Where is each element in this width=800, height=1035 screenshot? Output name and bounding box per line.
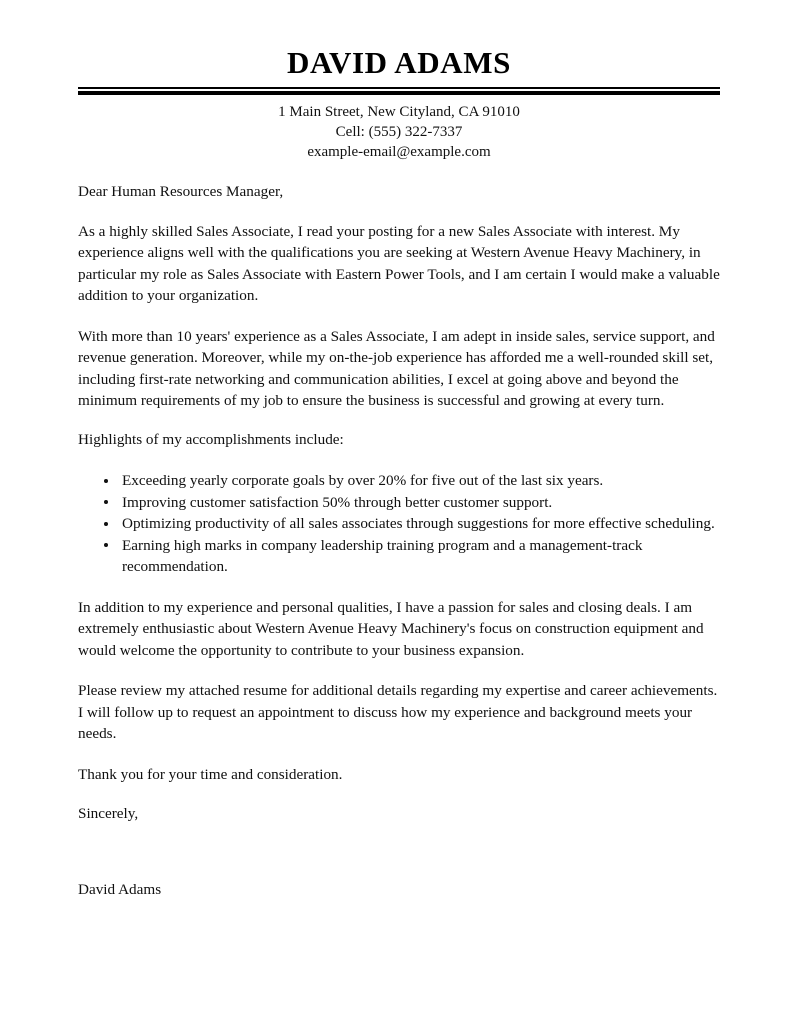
list-item-text: Improving customer satisfaction 50% through better customer support. xyxy=(122,493,553,511)
letterhead xyxy=(78,0,720,162)
salutation: Dear Human Resources Manager, xyxy=(78,183,284,201)
list-item xyxy=(78,535,720,578)
body-paragraph-4: Please review my attached resume for additional details regarding my expertise and career achievements. I will follow up to request an appointment to discuss how my experience and background meets your needs. xyxy=(78,682,718,743)
contact-block xyxy=(78,102,720,162)
bullet-icon xyxy=(104,543,108,547)
header-divider xyxy=(78,87,720,95)
list-item-text: Earning high marks in company leadership training program and a management-track recommendation. xyxy=(122,536,643,576)
contact-address: 1 Main Street, New Cityland, CA 91010 xyxy=(278,104,520,121)
letter-content xyxy=(78,0,720,900)
list-item-text: Optimizing productivity of all sales associates through suggestions for more effective scheduling. xyxy=(122,515,715,533)
closing-salutation: Sincerely, xyxy=(78,805,139,823)
list-item xyxy=(78,470,720,492)
divider-line-thick xyxy=(78,91,720,95)
bullet-icon xyxy=(104,479,108,483)
highlights-lead-in: Highlights of my accomplishments include: xyxy=(78,430,344,448)
closing-thanks: Thank you for your time and consideration. xyxy=(78,765,343,783)
bullet-icon xyxy=(104,500,108,504)
page-title: DAVID ADAMS xyxy=(287,45,511,80)
contact-email: example-email@example.com xyxy=(307,144,491,161)
body-paragraph-2: With more than 10 years' experience as a Sales Associate, I am adept in inside sales, service support, and revenue generation. Moreover, while my on-the-job experience has afforded me a well-rounded skill set, including first-rate networking and communication abilities, I excel at going above and beyond the minimum requirements of my job to ensure the business is successful and growing at every turn. xyxy=(78,327,715,410)
body-paragraph-1: As a highly skilled Sales Associate, I read your posting for a new Sales Associate with interest. My experience aligns well with the qualifications you are seeking at Western Avenue Heavy Machinery, in particular my role as Sales Associate with Eastern Power Tools, and I am certain I would make a valuable addition to your organization. xyxy=(78,222,720,305)
highlights-list xyxy=(78,470,720,578)
letter-body xyxy=(78,181,720,900)
signature-name: David Adams xyxy=(78,880,162,898)
body-paragraph-3: In addition to my experience and personal qualities, I have a passion for sales and closing deals. I am extremely enthusiastic about Western Avenue Heavy Machinery's focus on construction equipment and would welcome the opportunity to contribute to your business expansion. xyxy=(78,598,704,659)
contact-phone: Cell: (555) 322-7337 xyxy=(335,124,463,141)
bullet-icon xyxy=(104,522,108,526)
list-item-text: Exceeding yearly corporate goals by over 20% for five out of the last six years. xyxy=(122,472,604,490)
list-item xyxy=(78,492,720,514)
list-item xyxy=(78,513,720,535)
